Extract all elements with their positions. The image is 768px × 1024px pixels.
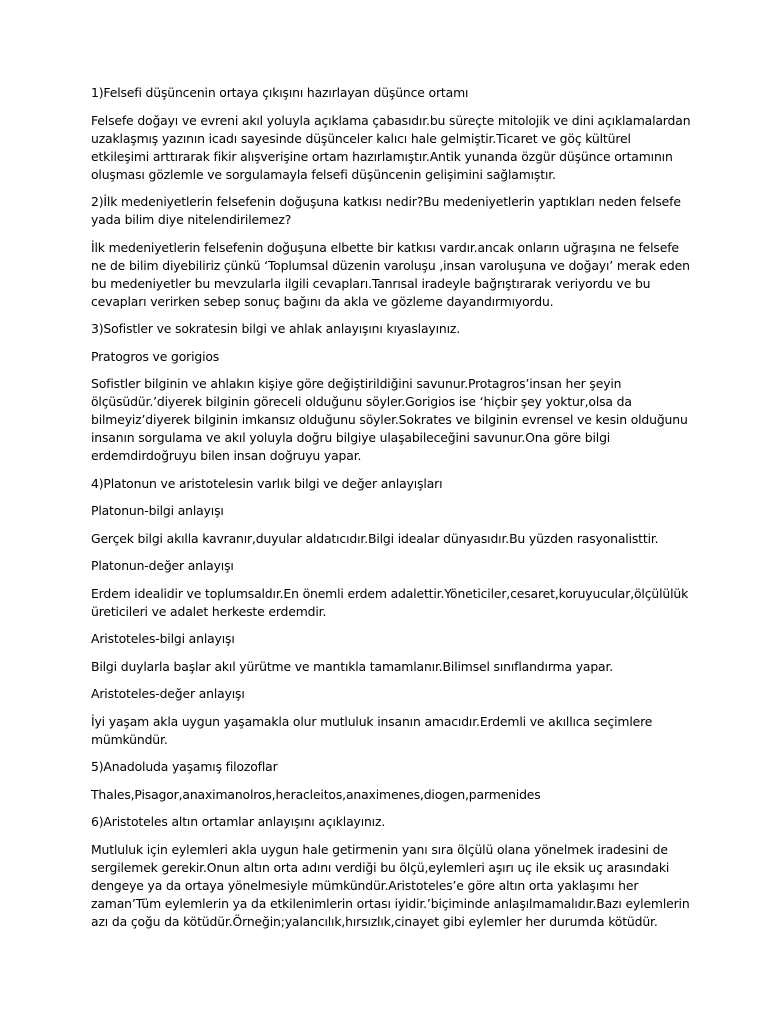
answer-5-paragraph: Thales,Pisagor,anaximanolros,heracleitos,anaximenes,diogen,parmenides: [91, 786, 541, 802]
aristotle-value-subheading: Aristoteles-değer anlayışı: [91, 686, 245, 701]
answer-3-paragraph: Sofistler bilginin ve ahlakın kişiye göre değiştirildiğini savunur.Protagros’insan her şeyin ölçüsüdür.’diyerek bilginin göreceli olduğunu söyler.Gorigios ise ‘hiçbir şey yoktur,olsa da bilmeyiz’diyerek bilginin imkansız olduğunu söyler.Sokrates ve bilginin evrensel ve kesin olduğunu insanın sorgulama ve akıl yoluyla doğru bilgiye ulaşabileceğini savunur.Ona göre bilgi erdemdirdoğruyu bilen insan doğruyu yapar.: [91, 376, 688, 463]
question-6-heading: 6)Aristoteles altın ortamlar anlayışını açıklayınız.: [91, 814, 386, 829]
answer-2-paragraph: İlk medeniyetlerin felsefenin doğuşuna elbette bir katkısı vardır.ancak onların uğraşına ne felsefe ne de bilim diyebiliriz çünkü ‘Toplumsal düzenin varoluşu ,insan varoluşuna ve doğayı’ merak eden bu medeniyetler bu mevzularla ilgili cevapları.Tanrısal iradeyle bağrıştırarak veriyordu ve bu cevapları verirken sebep sonuç bağını da akla ve gözleme dayandırmıyordu.: [91, 239, 690, 309]
question-1-heading: 1)Felsefi düşüncenin ortaya çıkışını hazırlayan düşünce ortamı: [91, 85, 469, 100]
aristotle-value-paragraph: İyi yaşam akla uygun yaşamakla olur mutluluk insanın amacıdır.Erdemli ve akıllıca seçimlere mümkündür.: [91, 713, 653, 747]
plato-value-subheading: Platonun-değer anlayışı: [91, 558, 234, 573]
aristotle-knowledge-paragraph: Bilgi duylarla başlar akıl yürütme ve mantıkla tamamlanır.Bilimsel sınıflandırma yapar.: [91, 658, 614, 674]
question-5-heading: 5)Anadoluda yaşamış filozoflar: [91, 759, 278, 774]
aristotle-knowledge-subheading: Aristoteles-bilgi anlayışı: [91, 631, 235, 646]
answer-1-paragraph: Felsefe doğayı ve evreni akıl yoluyla açıklama çabasıdır.bu süreçte mitolojik ve dini açıklamalardan uzaklaşmış yazının icadı sayesinde düşünceler kalıcı hale gelmiştir.Ticaret ve göç kültürel etkileşimi arttırarak fikir alışverişine ortam hazırlamıştır.Antik yunanda özgür düşünce ortamının oluşması gözlemle ve sorgulamayla felsefi düşüncenin gelişimini sağlamıştır.: [91, 112, 691, 182]
plato-value-paragraph: Erdem idealidir ve toplumsaldır.En önemli erdem adalettir.Yöneticiler,cesaret,koruyucular,ölçülülük üreticileri ve adalet herkeste erdemdir.: [91, 585, 689, 619]
question-3-heading: 3)Sofistler ve sokratesin bilgi ve ahlak anlayışını kıyaslayınız.: [91, 321, 461, 336]
answer-6-paragraph: Mutluluk için eylemleri akla uygun hale getirmenin yanı sıra ölçülü olana yönelmek iradesini de sergilemek gerekir.Onun altın orta adını verdiği bu ölçü,eylemleri aşırı uç ile eksik uç arasındaki dengeye ya da ortaya yönelmesiyle mümkündür.Aristoteles’e göre altın orta yaklaşımı her zaman’Tüm eylemlerin ya da etkilenimlerin ortası iyidir.’biçiminde anlaşılmamalıdır.Bazı eylemlerin azı da çoğu da kötüdür.Örneğin;yalancılık,hırsızlık,cinayet gibi eylemler her durumda kötüdür.: [91, 841, 690, 929]
question-4-heading: 4)Platonun ve aristotelesin varlık bilgi ve değer anlayışları: [91, 475, 443, 491]
question-2-heading: 2)İlk medeniyetlerin felsefenin doğuşuna katkısı nedir?Bu medeniyetlerin yaptıkları neden felsefe yada bilim diye nitelendirilemez?: [91, 194, 681, 227]
plato-knowledge-subheading: Platonun-bilgi anlayışı: [91, 503, 224, 518]
answer-3-subheading: Pratogros ve gorigios: [91, 348, 220, 364]
document-page: [91, 84, 691, 940]
plato-knowledge-paragraph: Gerçek bilgi akılla kavranır,duyular aldatıcıdır.Bilgi idealar dünyasıdır.Bu yüzden rasyonalisttir.: [91, 530, 659, 546]
